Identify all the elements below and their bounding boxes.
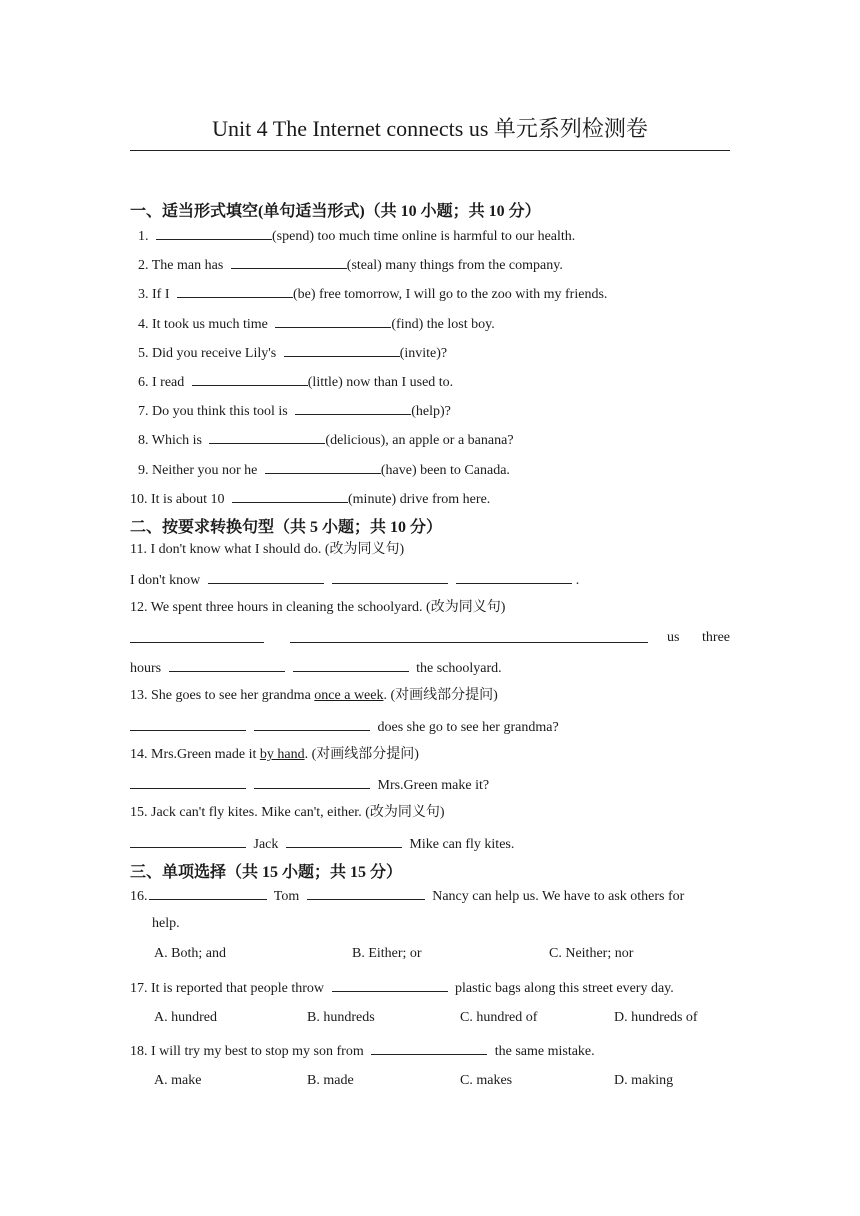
fill-question bbox=[138, 284, 607, 304]
q18-option-c[interactable]: C. makes bbox=[460, 1073, 513, 1088]
question-14-text: 14. Mrs.Green made it bbox=[130, 747, 260, 762]
q17-option-a[interactable]: A. hundred bbox=[154, 1010, 217, 1025]
blank[interactable] bbox=[232, 489, 348, 503]
blank[interactable] bbox=[254, 775, 370, 789]
q17-option-d[interactable]: D. hundreds of bbox=[614, 1010, 698, 1025]
section2-heading: 二、按要求转换句型（共 5 小题；共 10 分） bbox=[130, 519, 443, 536]
fill-question bbox=[138, 255, 563, 275]
question-number: 8. bbox=[138, 433, 149, 449]
answer-11-prefix: I don't know bbox=[130, 573, 201, 588]
question-hint: (little) now than I used to. bbox=[307, 375, 454, 390]
section3-heading: 三、单项选择（共 15 小题；共 15 分） bbox=[130, 864, 403, 881]
question-16-text: Nancy can help us. We have to ask others for bbox=[432, 889, 685, 904]
answer-12-end: the schoolyard. bbox=[416, 661, 502, 676]
blank[interactable] bbox=[290, 629, 648, 643]
answer-12-hours: hours bbox=[130, 661, 162, 676]
answer-11-end: . bbox=[575, 573, 580, 588]
blank[interactable] bbox=[295, 401, 411, 415]
blank[interactable] bbox=[130, 717, 246, 731]
blank[interactable] bbox=[130, 629, 264, 643]
blank[interactable] bbox=[130, 775, 246, 789]
answer-13-text: does she go to see her grandma? bbox=[377, 720, 559, 735]
question-number: 10. bbox=[130, 491, 148, 507]
blank[interactable] bbox=[265, 460, 381, 474]
question-text: Do you think this tool is bbox=[152, 404, 288, 420]
blank[interactable] bbox=[275, 314, 391, 328]
question-14 bbox=[130, 746, 419, 764]
section1-heading: 一、适当形式填空(单句适当形式)（共 10 小题；共 10 分） bbox=[130, 203, 541, 220]
question-hint: (steal) many things from the company. bbox=[346, 258, 563, 274]
question-number: 5. bbox=[138, 345, 149, 361]
question-13-instruction: . (对画线部分提问) bbox=[383, 688, 498, 703]
fill-question bbox=[138, 460, 510, 480]
question-number: 6. bbox=[138, 375, 149, 390]
answer-line-14 bbox=[130, 775, 489, 795]
question-18 bbox=[130, 1041, 595, 1061]
question-13 bbox=[130, 687, 498, 705]
question-16 bbox=[130, 886, 684, 906]
blank[interactable] bbox=[254, 717, 370, 731]
answer-line-12 bbox=[130, 629, 730, 649]
blank[interactable] bbox=[284, 343, 400, 357]
blank[interactable] bbox=[456, 570, 572, 584]
question-14-underlined: by hand bbox=[259, 747, 305, 762]
question-text: Neither you nor he bbox=[152, 462, 258, 478]
question-hint: (have) been to Canada. bbox=[380, 462, 510, 478]
question-16-number: 16. bbox=[130, 889, 148, 904]
answer-15-jack: Jack bbox=[253, 837, 279, 852]
question-hint: (be) free tomorrow, I will go to the zoo with my friends. bbox=[293, 287, 608, 303]
blank[interactable] bbox=[169, 658, 285, 672]
question-text: It is about 10 bbox=[151, 491, 225, 507]
question-hint: (spend) too much time online is harmful to our health. bbox=[272, 229, 576, 244]
blank[interactable] bbox=[177, 284, 293, 298]
question-13-text: 13. She goes to see her grandma bbox=[130, 688, 315, 703]
blank[interactable] bbox=[332, 570, 448, 584]
blank[interactable] bbox=[332, 978, 448, 992]
question-16-continuation: help. bbox=[152, 916, 180, 931]
answer-12-word-us: us bbox=[667, 630, 680, 645]
q18-option-d[interactable]: D. making bbox=[614, 1073, 674, 1088]
blank[interactable] bbox=[149, 886, 267, 900]
question-18-text-end: the same mistake. bbox=[494, 1044, 595, 1059]
answer-12-word-three: three bbox=[702, 630, 730, 645]
fill-question bbox=[138, 343, 447, 363]
answer-line-11 bbox=[130, 570, 579, 590]
question-16-tom: Tom bbox=[273, 889, 300, 904]
fill-question bbox=[138, 314, 495, 334]
fill-question bbox=[138, 401, 451, 421]
answer-line-12b bbox=[130, 658, 502, 678]
blank[interactable] bbox=[208, 570, 324, 584]
question-18-text: 18. I will try my best to stop my son from bbox=[130, 1044, 364, 1059]
question-text: Did you receive Lily's bbox=[152, 345, 277, 361]
answer-line-13 bbox=[130, 717, 559, 737]
question-text: It took us much time bbox=[152, 316, 268, 332]
fill-question bbox=[138, 226, 575, 246]
question-number: 9. bbox=[138, 462, 149, 478]
question-text: If I bbox=[152, 287, 170, 303]
blank[interactable] bbox=[192, 372, 308, 386]
blank[interactable] bbox=[231, 255, 347, 269]
question-number: 4. bbox=[138, 316, 149, 332]
question-13-underlined: once a week bbox=[314, 688, 384, 703]
blank[interactable] bbox=[130, 834, 246, 848]
fill-question bbox=[138, 372, 453, 392]
q18-option-b[interactable]: B. made bbox=[307, 1073, 354, 1088]
question-hint: (minute) drive from here. bbox=[348, 491, 491, 507]
question-17 bbox=[130, 978, 674, 998]
blank[interactable] bbox=[371, 1041, 487, 1055]
q16-option-c[interactable]: C. Neither; nor bbox=[549, 946, 634, 961]
page-title: Unit 4 The Internet connects us 单元系列检测卷 bbox=[212, 116, 648, 141]
question-hint: (delicious), an apple or a banana? bbox=[325, 433, 514, 449]
blank[interactable] bbox=[156, 226, 272, 240]
question-hint: (find) the lost boy. bbox=[391, 316, 495, 332]
question-12: 12. We spent three hours in cleaning the schoolyard. (改为同义句) bbox=[130, 600, 506, 615]
question-11: 11. I don't know what I should do. (改为同义句) bbox=[130, 542, 405, 557]
blank[interactable] bbox=[209, 430, 325, 444]
question-number: 1. bbox=[138, 229, 149, 244]
q17-option-c[interactable]: C. hundred of bbox=[460, 1010, 538, 1025]
question-text: The man has bbox=[151, 258, 224, 274]
title-divider bbox=[130, 150, 730, 151]
question-14-instruction: . (对画线部分提问) bbox=[304, 747, 419, 762]
question-number: 7. bbox=[138, 404, 149, 420]
blank[interactable] bbox=[286, 834, 402, 848]
fill-question bbox=[130, 489, 490, 509]
question-number: 3. bbox=[138, 287, 149, 303]
question-15: 15. Jack can't fly kites. Mike can't, either. (改为同义句) bbox=[130, 805, 445, 820]
blank[interactable] bbox=[293, 658, 409, 672]
answer-14-text: Mrs.Green make it? bbox=[377, 778, 490, 793]
question-hint: (invite)? bbox=[399, 345, 448, 361]
q16-option-a[interactable]: A. Both; and bbox=[154, 946, 226, 961]
q17-option-b[interactable]: B. hundreds bbox=[307, 1010, 375, 1025]
q18-option-a[interactable]: A. make bbox=[154, 1073, 202, 1088]
q16-option-b[interactable]: B. Either; or bbox=[352, 946, 422, 961]
blank[interactable] bbox=[307, 886, 425, 900]
question-text: Which is bbox=[151, 433, 202, 449]
question-17-text: 17. It is reported that people throw bbox=[130, 981, 325, 996]
question-hint: (help)? bbox=[411, 404, 451, 420]
question-text: I read bbox=[152, 375, 185, 390]
question-17-text-end: plastic bags along this street every day. bbox=[455, 981, 674, 996]
fill-question bbox=[138, 430, 514, 450]
answer-line-15 bbox=[130, 834, 514, 854]
question-number: 2. bbox=[138, 258, 149, 274]
answer-15-text: Mike can fly kites. bbox=[409, 837, 515, 852]
